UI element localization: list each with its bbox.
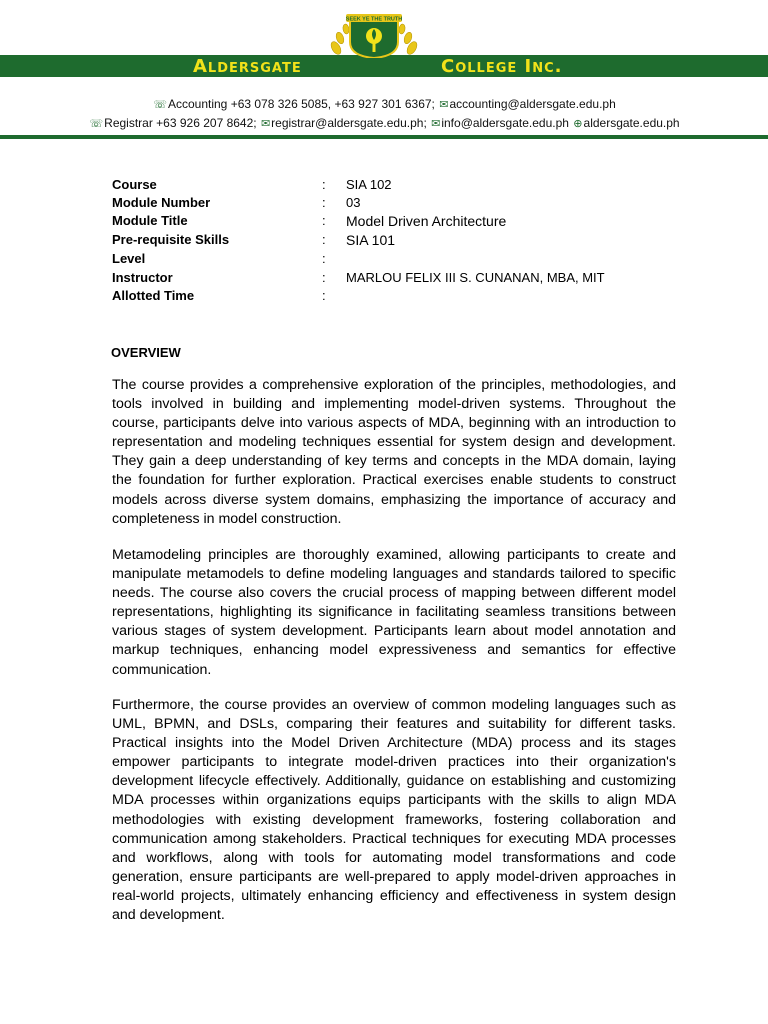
info-colon: : [322,177,326,192]
college-name-right: College Inc. [441,56,563,77]
info-value-module-title: Model Driven Architecture [346,213,507,229]
header-band [0,55,768,77]
phone-icon: ☏ [89,118,104,130]
info-row-instructor [112,269,672,287]
college-logo [326,12,422,58]
info-row-level [112,250,672,269]
info-email[interactable]: info@aldersgate.edu.ph [441,116,569,130]
info-colon: : [322,251,326,266]
info-value-prerequisite: SIA 101 [346,232,396,248]
info-value-module-number: 03 [346,195,361,210]
info-colon: : [322,232,326,247]
phone-icon: ☏ [153,99,167,111]
info-label: Pre-requisite Skills [112,232,230,247]
email-icon: ✉ [431,118,441,130]
overview-paragraph-3: Furthermore, the course provides an overview of common modeling languages such as UML, BPMN, and DSLs, comparing their features and suitability for different tasks. Practical insights into the Model Driven Architecture (MDA) process and its stages empower participants to integrate model-driven practices into their organization's development lifecycle effectively. Additionally, guidance on establishing and customizing MDA processes within organizations equips participants with the skills to align MDA methodologies with existing development frameworks, fostering collaboration and communication among stakeholders. Practical techniques for executing MDA processes and workflows, along with tools for automating model transformations and code generation, ensure participants are well-prepared to apply model-driven approaches in real-world projects, ultimately enhancing efficiency and effectiveness in system design and development. [112,697,676,924]
course-info-table [112,176,672,305]
header-divider [0,135,768,139]
info-row-prerequisite [112,230,672,250]
email-icon: ✉ [260,118,271,130]
info-value-course: SIA 102 [346,177,392,192]
website-link[interactable]: aldersgate.edu.ph [583,116,680,130]
registrar-email[interactable]: registrar@aldersgate.edu.ph; [271,116,427,130]
overview-paragraph-1: The course provides a comprehensive exploration of the principles, methodologies, and tools involved in building and implementing model-driven systems. Throughout the course, participants delve into various aspects of MDA, beginning with an introduction to representation and modeling techniques essential for system design and development. They gain a deep understanding of key terms and concepts in the MDA domain, laying the foundation for further exploration. Practical exercises enable students to construct models across diverse system domains, emphasizing the importance of accuracy and completeness in model construction. [112,377,676,527]
accounting-phones: Accounting +63 078 326 5085, +63 927 301 6367; [167,97,435,111]
info-colon: : [322,213,326,228]
logo-motto: SEEK YE THE TRUTH [345,16,403,23]
info-label: Instructor [112,270,173,285]
info-value-instructor: MARLOU FELIX III S. CUNANAN, MBA, MIT [346,270,605,285]
info-row-module-title [112,212,672,230]
email-icon: ✉ [439,99,449,111]
contact-line-1 [0,97,768,112]
registrar-phone: Registrar +63 926 207 8642; [104,116,257,130]
info-label: Module Number [112,195,211,210]
info-label: Level [112,251,146,266]
info-colon: : [322,270,326,285]
info-colon: : [322,195,326,210]
info-label: Course [112,177,157,192]
contact-line-2 [0,116,768,131]
info-row-course [112,176,672,194]
overview-heading: OVERVIEW [111,345,181,360]
info-label: Allotted Time [112,288,195,303]
accounting-email[interactable]: accounting@aldersgate.edu.ph [449,97,616,111]
info-row-allotted-time [112,287,672,305]
info-label: Module Title [112,213,188,228]
info-row-module-number [112,194,672,212]
college-name-left: Aldersgate [193,56,302,77]
info-colon: : [322,288,326,303]
globe-icon: ⊕ [573,118,583,130]
overview-paragraph-2: Metamodeling principles are thoroughly examined, allowing participants to create and manipulate metamodels to define modeling languages and standards tailored to specific needs. The course also covers the crucial process of mapping between different model representations, highlighting its significance in facilitating seamless transitions between various stages of system development. Participants learn about model annotation and markup techniques, enhancing model expressiveness and semantics for effective communication. [112,547,676,678]
